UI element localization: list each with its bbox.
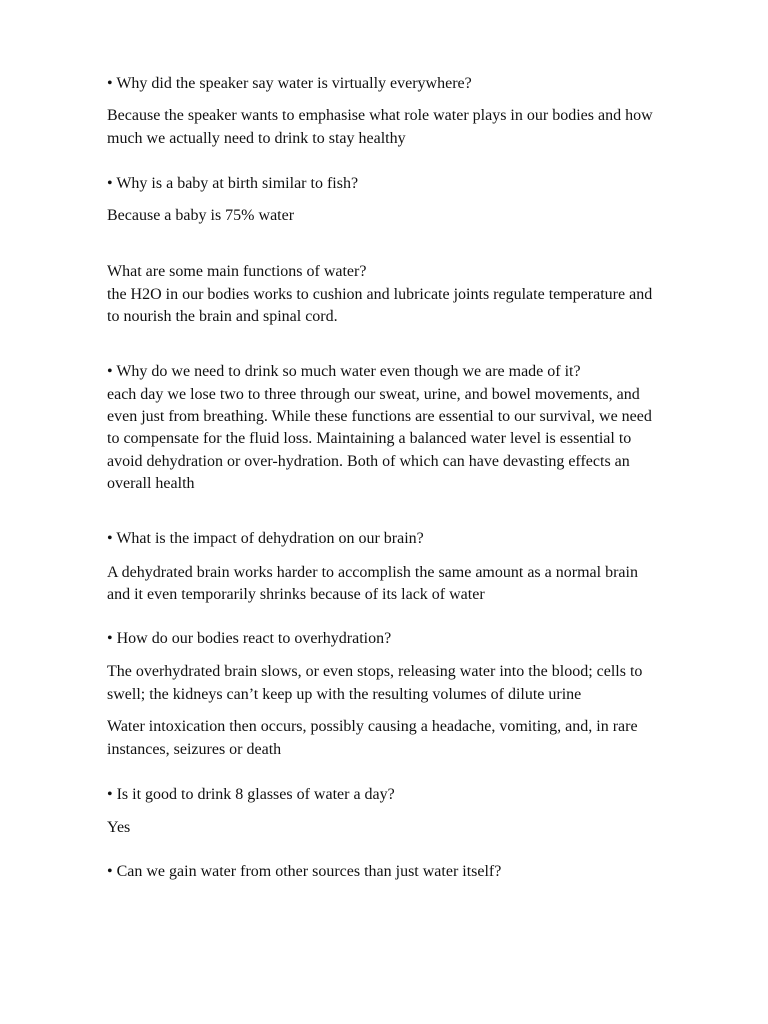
answer-text: Because a baby is 75% water xyxy=(107,207,295,224)
question-text: • How do our bodies react to overhydration? xyxy=(107,630,392,647)
answer-text: and it even temporarily shrinks because of its lack of water xyxy=(107,586,485,603)
question-text: • Is it good to drink 8 glasses of water a day? xyxy=(107,786,395,803)
answer-text: swell; the kidneys can’t keep up with the resulting volumes of dilute urine xyxy=(107,686,582,703)
answer-text: even just from breathing. While these functions are essential to our survival, we need xyxy=(107,408,652,425)
question-text: • What is the impact of dehydration on our brain? xyxy=(107,530,424,547)
question-text: • Why is a baby at birth similar to fish? xyxy=(107,175,359,192)
answer-text: much we actually need to drink to stay healthy xyxy=(107,130,406,147)
answer-text: The overhydrated brain slows, or even stops, releasing water into the blood; cells to xyxy=(107,663,643,680)
question-text: • Why do we need to drink so much water even though we are made of it? xyxy=(107,363,581,380)
answer-text: Water intoxication then occurs, possibly causing a headache, vomiting, and, in rare xyxy=(107,718,638,735)
answer-text: Because the speaker wants to emphasise what role water plays in our bodies and how xyxy=(107,107,653,124)
answer-text: each day we lose two to three through our sweat, urine, and bowel movements, and xyxy=(107,386,640,403)
answer-text: A dehydrated brain works harder to accomplish the same amount as a normal brain xyxy=(107,564,638,581)
answer-text: avoid dehydration or over-hydration. Both of which can have devasting effects an xyxy=(107,453,630,470)
question-text: • Can we gain water from other sources than just water itself? xyxy=(107,863,502,880)
question-text: What are some main functions of water? xyxy=(107,263,367,280)
answer-text: overall health xyxy=(107,475,195,492)
question-text: • Why did the speaker say water is virtually everywhere? xyxy=(107,75,472,92)
answer-text: Yes xyxy=(107,819,131,836)
answer-text: instances, seizures or death xyxy=(107,741,282,758)
answer-text: to compensate for the fluid loss. Maintaining a balanced water level is essential to xyxy=(107,430,632,447)
answer-text: to nourish the brain and spinal cord. xyxy=(107,308,338,325)
answer-text: the H2O in our bodies works to cushion and lubricate joints regulate temperature and xyxy=(107,286,653,303)
